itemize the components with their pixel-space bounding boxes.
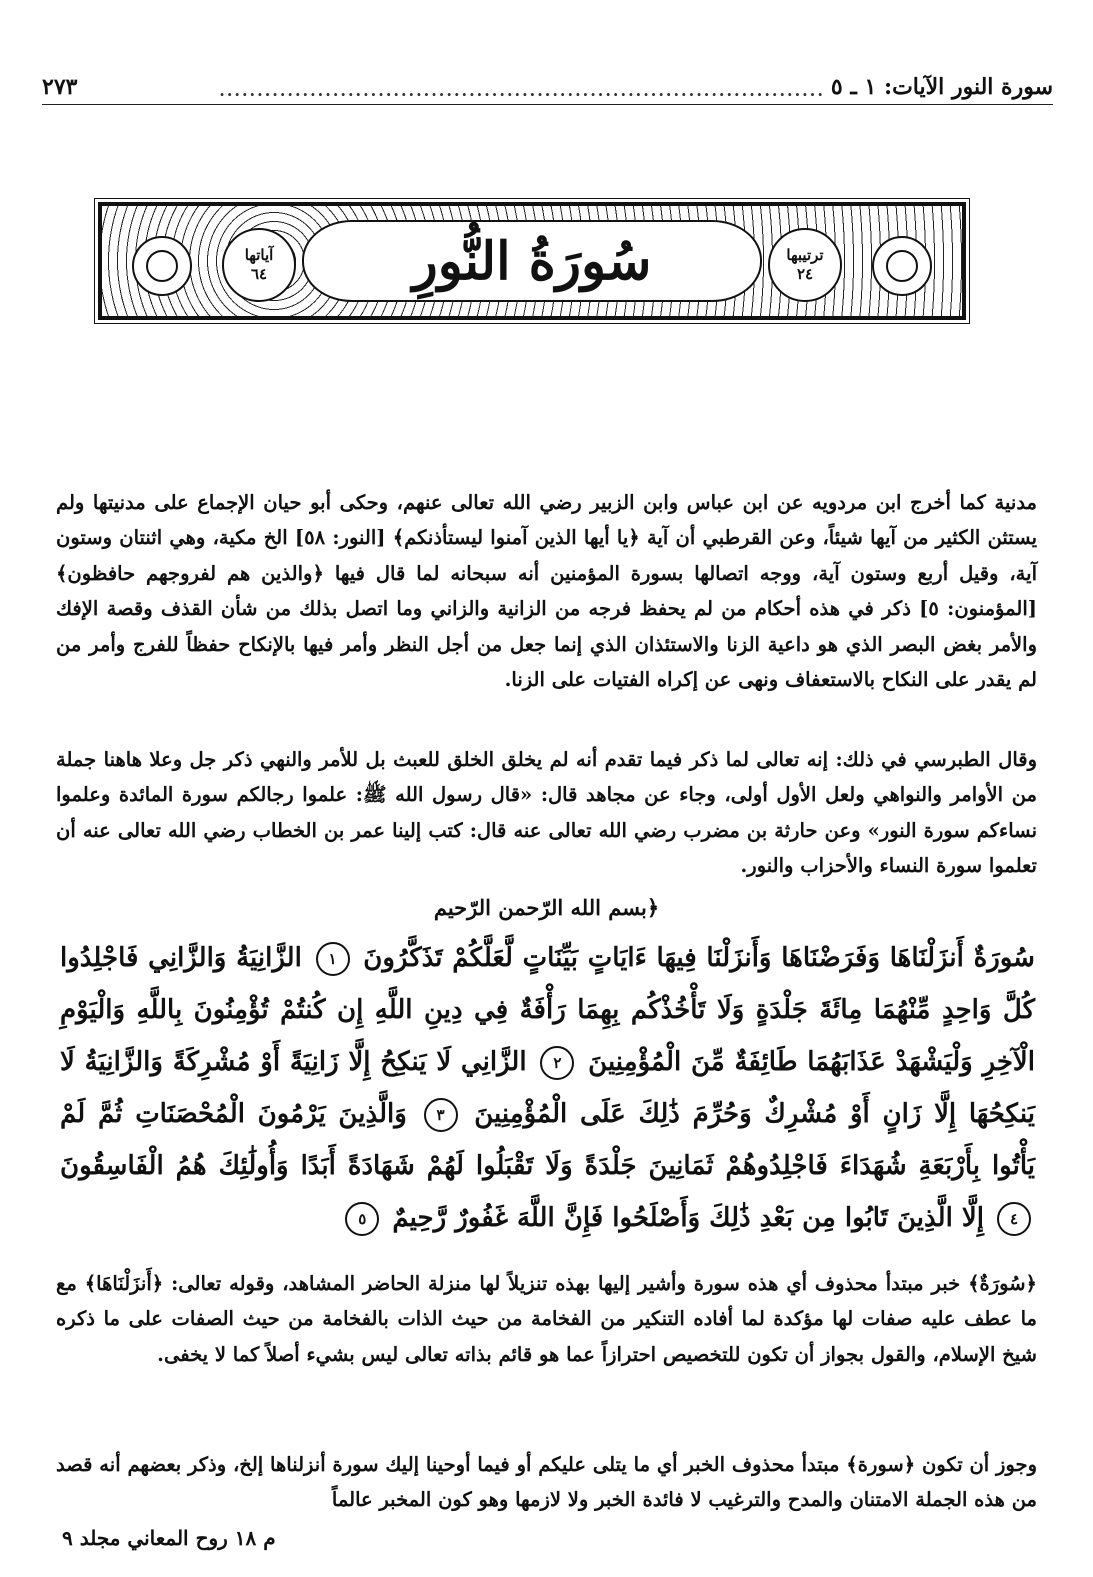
- verse-text: سُورَةٌ أَنزَلْنَاهَا وَفَرَضْنَاهَا وَأَنزَلْنَا فِيهَا ءَايَاتٍ بَيِّنَاتٍ لَّعَلَّكُمْ تَذَكَّرُونَ: [363, 943, 1035, 973]
- verse-text: إِلَّا الَّذِينَ تَابُوا مِن بَعْدِ ذَٰلِكَ وَأَصْلَحُوا فَإِنَّ اللَّهَ غَفُورٌ رَّحِيمٌ: [392, 1203, 984, 1233]
- verse-text: الزَّانِيَةُ وَالزَّانِي فَاجْلِدُوا كُلَّ وَاحِدٍ مِّنْهُمَا مِائَةَ جَلْدَةٍ وَلَا تَأْخُذْكُم بِهِمَا رَأْفَةٌ فِي دِينِ اللَّهِ إِن كُنتُمْ تُؤْمِنُونَ بِاللَّهِ وَالْيَوْمِ الْآخِرِ وَلْيَشْهَدْ عَذَابَهُمَا طَائِفَةٌ مِّنَ الْمُؤْمِنِينَ: [60, 943, 1035, 1077]
- intro-paragraph: مدنية كما أخرج ابن مردويه عن ابن عباس وابن الزبير رضي الله تعالى عنهم، وحكى أبو حيان الإجماع على مدنيتها ولم يستثن الكثير من آيها شيئاً، وعن القرطبي أن آية ﴿يا أيها الذين آمنوا ليستأذنكم﴾ [النور: ٥٨] الخ مكية، وهي اثنتان وستون آية، وقيل أربع وستون آية، ووجه اتصالها بسورة المؤمنين أنه سبحانه لما قال فيها ﴿والذين هم لفروجهم حافظون﴾ [المؤمنون: ٥] ذكر في هذه أحكام من لم يحفظ فرجه من الزانية والزاني وما اتصل بذلك من شأن القذف وقصة الإفك والأمر بغض البصر الذي هو داعية الزنا والاستئذان الذي إنما جعل من أجل النظر وأمر فيها بالإنكاح حفظاً للفرج وأمر من لم يقدر على النكاح بالاستعفاف ونهى عن إكراه الفتيات على الزنا.: [56, 490, 1037, 691]
- verses-medallion: [222, 228, 296, 302]
- rosette-ornament-icon: [872, 236, 932, 296]
- surah-name-cartouche: [302, 220, 762, 302]
- verses-value: ٦٤: [250, 265, 268, 283]
- order-label: ترتيبها: [786, 245, 824, 264]
- ayah-number-marker: ٤: [997, 1202, 1031, 1236]
- ayah-number-marker: ٥: [345, 1202, 379, 1236]
- basmala: ﴿بسم الله الرّحمن الرّحيم: [433, 895, 660, 920]
- leader-dots: ................................................................................: [219, 81, 825, 100]
- ayah-number-marker: ١: [316, 942, 350, 976]
- commentary-paragraph-continued: وجوز أن تكون ﴿سورة﴾ مبتدأ محذوف الخبر أي ما يتلى عليكم أو فيما أوحينا إليك سورة أنزلناها إلخ، وذكر بعضهم أنه قصد من هذه الجملة الامتنان والمدح والترغيب لا فائدة الخبر ولا لازمها وهو كون المخبر عالماً: [56, 1452, 1037, 1511]
- page-number: ٢٧٣: [42, 74, 78, 100]
- ayah-number-marker: ٢: [540, 1046, 574, 1080]
- quran-verses: [60, 932, 1035, 1244]
- surah-name: سُورَةُ النُّورِ: [412, 230, 652, 292]
- order-value: ٢٤: [796, 265, 814, 283]
- printer-signature: م ١٨ روح المعاني مجلد ٩: [62, 1526, 276, 1550]
- tabarsi-paragraph: وقال الطبرسي في ذلك: إنه تعالى لما ذكر فيما تقدم أنه لم يخلق الخلق للعبث بل للأمر والنهي ذكر جل وعلا هاهنا جملة من الأوامر والنواهي ولعل الأول أولى، وجاء عن مجاهد قال: «قال رسول الله ﷺ: علموا رجالكم سورة المائدة وعلموا نساءكم سورة النور» وعن حارثة بن مضرب رضي الله تعالى عنه قال: كتب إلينا عمر بن الخطاب رضي الله تعالى عنه أن تعلموا سورة النساء والأحزاب والنور.: [56, 747, 1037, 877]
- verses-label: آياتها: [244, 245, 274, 264]
- verse-text: وَالَّذِينَ يَرْمُونَ الْمُحْصَنَاتِ ثُمَّ لَمْ يَأْتُوا بِأَرْبَعَةِ شُهَدَاءَ فَاجْلِدُوهُمْ ثَمَانِينَ جَلْدَةً وَلَا تَقْبَلُوا لَهُمْ شَهَادَةً أَبَدًا وَأُولَٰئِكَ هُمُ الْفَاسِقُونَ: [60, 1099, 1035, 1181]
- commentary-paragraph: ﴿سُورَةٌ﴾ خبر مبتدأ محذوف أي هذه سورة وأشير إليها بهذه تنزيلاً لها منزلة الحاضر المشاهد، وقوله تعالى: ﴿أَنزَلْنَاهَا﴾ مع ما عطف عليه صفات لها مؤكدة لما أفاده التنكير من الفخامة من حيث الذات بالفخامة من حيث الصفات على ما ذكره شيخ الإسلام، والقول بجواز أن تكون للتخصيص احترازاً عما هو قائم بذاته تعالى ليس بشيء أصلاً كما لا يخفى.: [56, 1271, 1037, 1366]
- verse-text: الزَّانِي لَا يَنكِحُ إِلَّا زَانِيَةً أَوْ مُشْرِكَةً وَالزَّانِيَةُ لَا يَنكِحُهَا إِلَّا زَانٍ أَوْ مُشْرِكٌ وَحُرِّمَ ذَٰلِكَ عَلَى الْمُؤْمِنِينَ: [60, 1047, 1035, 1129]
- surah-title-banner: [98, 202, 966, 320]
- order-medallion: [768, 228, 842, 302]
- running-header: [42, 60, 1053, 105]
- rosette-ornament-icon: [132, 236, 192, 296]
- ayah-number-marker: ٣: [424, 1098, 458, 1132]
- header-title: سورة النور الآيات: ١ ـ ٥: [830, 74, 1053, 100]
